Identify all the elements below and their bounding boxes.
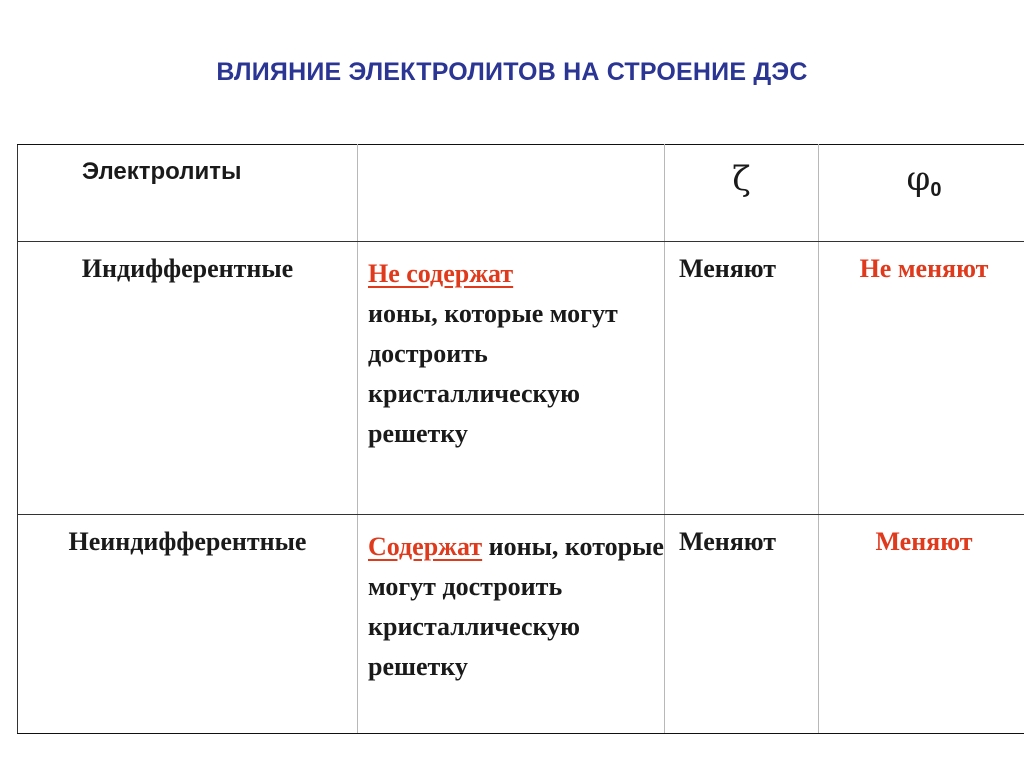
table-row [18,515,1024,734]
phi-symbol-subscript: 0 [930,179,942,201]
cell-description [358,515,665,734]
cell-electrolyte-name [18,242,358,515]
header-cell-empty [358,145,665,242]
cell-zeta-effect [665,515,819,734]
cell-electrolyte-name [18,515,358,734]
phi-symbol-base: φ [906,159,931,199]
header-cell-zeta [665,145,819,242]
description-highlight: Не содержат [368,259,514,288]
table-header-row [18,145,1024,242]
cell-description [358,242,665,515]
description-highlight: Содержат [368,532,483,561]
header-electrolytes-label: Электролиты [82,158,242,185]
zeta-symbol: ζ [732,159,751,199]
phi-effect: Не меняют [859,254,989,283]
zeta-effect: Меняют [679,254,777,283]
slide-title: ВЛИЯНИЕ ЭЛЕКТРОЛИТОВ НА СТРОЕНИЕ ДЭС [216,58,808,86]
electrolytes-table [17,144,1024,734]
description-text [358,242,664,454]
table-row [18,242,1024,515]
header-cell-electrolytes [18,145,358,242]
cell-phi-effect [819,242,1024,515]
description-rest: ионы, которые могут достроить кристаллическую решетку [368,299,618,448]
zeta-effect: Меняют [679,527,777,556]
electrolyte-name: Индифферентные [81,254,294,283]
phi-symbol [819,145,1024,202]
header-cell-phi [819,145,1024,242]
phi-effect: Меняют [875,527,973,556]
cell-phi-effect [819,515,1024,734]
description-rest: ионы, которые могут достроить кристаллическую решетку [368,532,664,681]
description-text [358,515,664,687]
cell-zeta-effect [665,242,819,515]
electrolyte-name: Неиндифферентные [68,527,307,556]
